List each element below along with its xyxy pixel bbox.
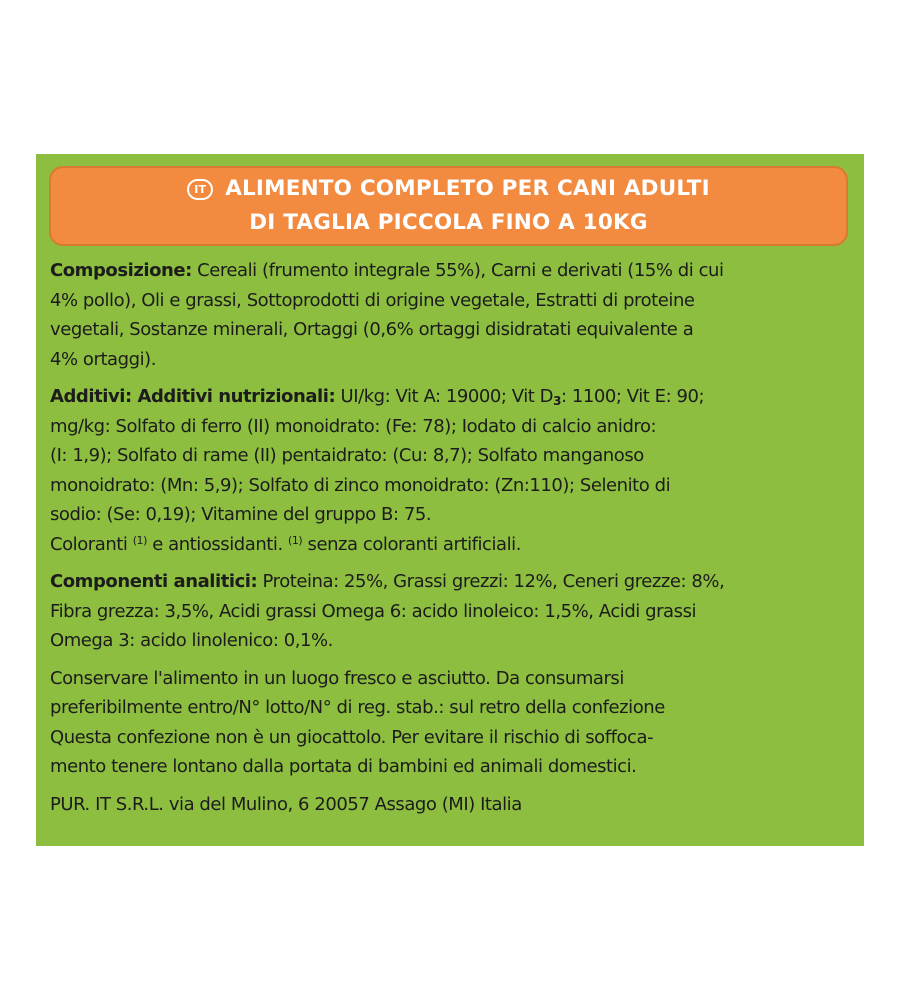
additives-line-5: sodio: (Se: 0,19); Vitamine del gruppo B: 75. (50, 504, 432, 525)
analytical-label: Componenti analitici: (50, 571, 258, 592)
composition-line-2: 4% pollo), Oli e grassi, Sottoprodotti di origine vegetale, Estratti di proteine (50, 289, 695, 311)
analytical-line-1: Componenti analitici: Proteina: 25%, Grassi grezzi: 12%, Ceneri grezze: 8%, (50, 571, 725, 592)
vitamin-d-subscript: 3 (553, 394, 561, 408)
manufacturer-address: PUR. IT S.R.L. via del Mulino, 6 20057 Assago (MI) Italia (50, 793, 522, 815)
banner-line-1 (187, 172, 710, 206)
composition-line-4: 4% ortaggi). (50, 348, 156, 370)
additives-line-1: Additivi: Additivi nutrizionali: UI/kg: Vit A: 19000; Vit $D_3$: 1100; Vit E: 90; (50, 386, 705, 408)
additives-line-2: mg/kg: Solfato di ferro (II) monoidrato: (Fe: 78); Iodato di calcio anidro: (50, 415, 657, 437)
footnote-marker: (1) (132, 533, 147, 547)
analytical-section (50, 567, 850, 656)
storage-line-1: Conservare l'alimento in un luogo fresco e asciutto. Da consumarsi (50, 667, 624, 689)
storage-line-3: Questa confezione non è un giocattolo. Per evitare il rischio di soffoca- (50, 726, 654, 748)
banner-title-line-2: DI TAGLIA PICCOLA FINO A 10KG (249, 210, 648, 235)
additives-line-3: (I: 1,9); Solfato di rame (II) pentaidrato: (Cu: 8,7); Solfato manganoso (50, 445, 644, 466)
storage-section (50, 664, 850, 782)
additives-label: Additivi: Additivi nutrizionali: (50, 386, 336, 407)
composition-line-3: vegetali, Sostanze minerali, Ortaggi (0,6% ortaggi disidratati equivalente a (50, 319, 694, 340)
label-panel (36, 154, 864, 846)
language-badge-icon: IT (187, 179, 213, 200)
storage-line-4: mento tenere lontano dalla portata di bambini ed animali domestici. (50, 756, 637, 777)
label-body (50, 256, 850, 827)
product-banner (49, 166, 848, 246)
additives-section (50, 382, 850, 559)
analytical-line-2: Fibra grezza: 3,5%, Acidi grassi Omega 6: acido linoleico: 1,5%, Acidi grassi (50, 600, 697, 622)
storage-line-2: preferibilmente entro/N° lotto/N° di reg. stab.: sul retro della confezione (50, 697, 665, 718)
colorants-line: Coloranti $^{(1)}$ e antiossidanti. $^{(1)}$ senza coloranti artificiali. (50, 533, 522, 555)
footnote-marker: (1) (288, 533, 303, 547)
composition-label: Composizione: (50, 260, 192, 281)
manufacturer-section (50, 790, 850, 820)
additives-line-4: monoidrato: (Mn: 5,9); Solfato di zinco monoidrato: (Zn:110); Selenito di (50, 474, 671, 496)
banner-title-line-1: ALIMENTO COMPLETO PER CANI ADULTI (225, 176, 710, 201)
composition-line-1: Composizione: Cereali (frumento integrale 55%), Carni e derivati (15% di cui (50, 260, 724, 281)
analytical-line-3: Omega 3: acido linolenico: 0,1%. (50, 630, 333, 651)
composition-section (50, 256, 850, 374)
